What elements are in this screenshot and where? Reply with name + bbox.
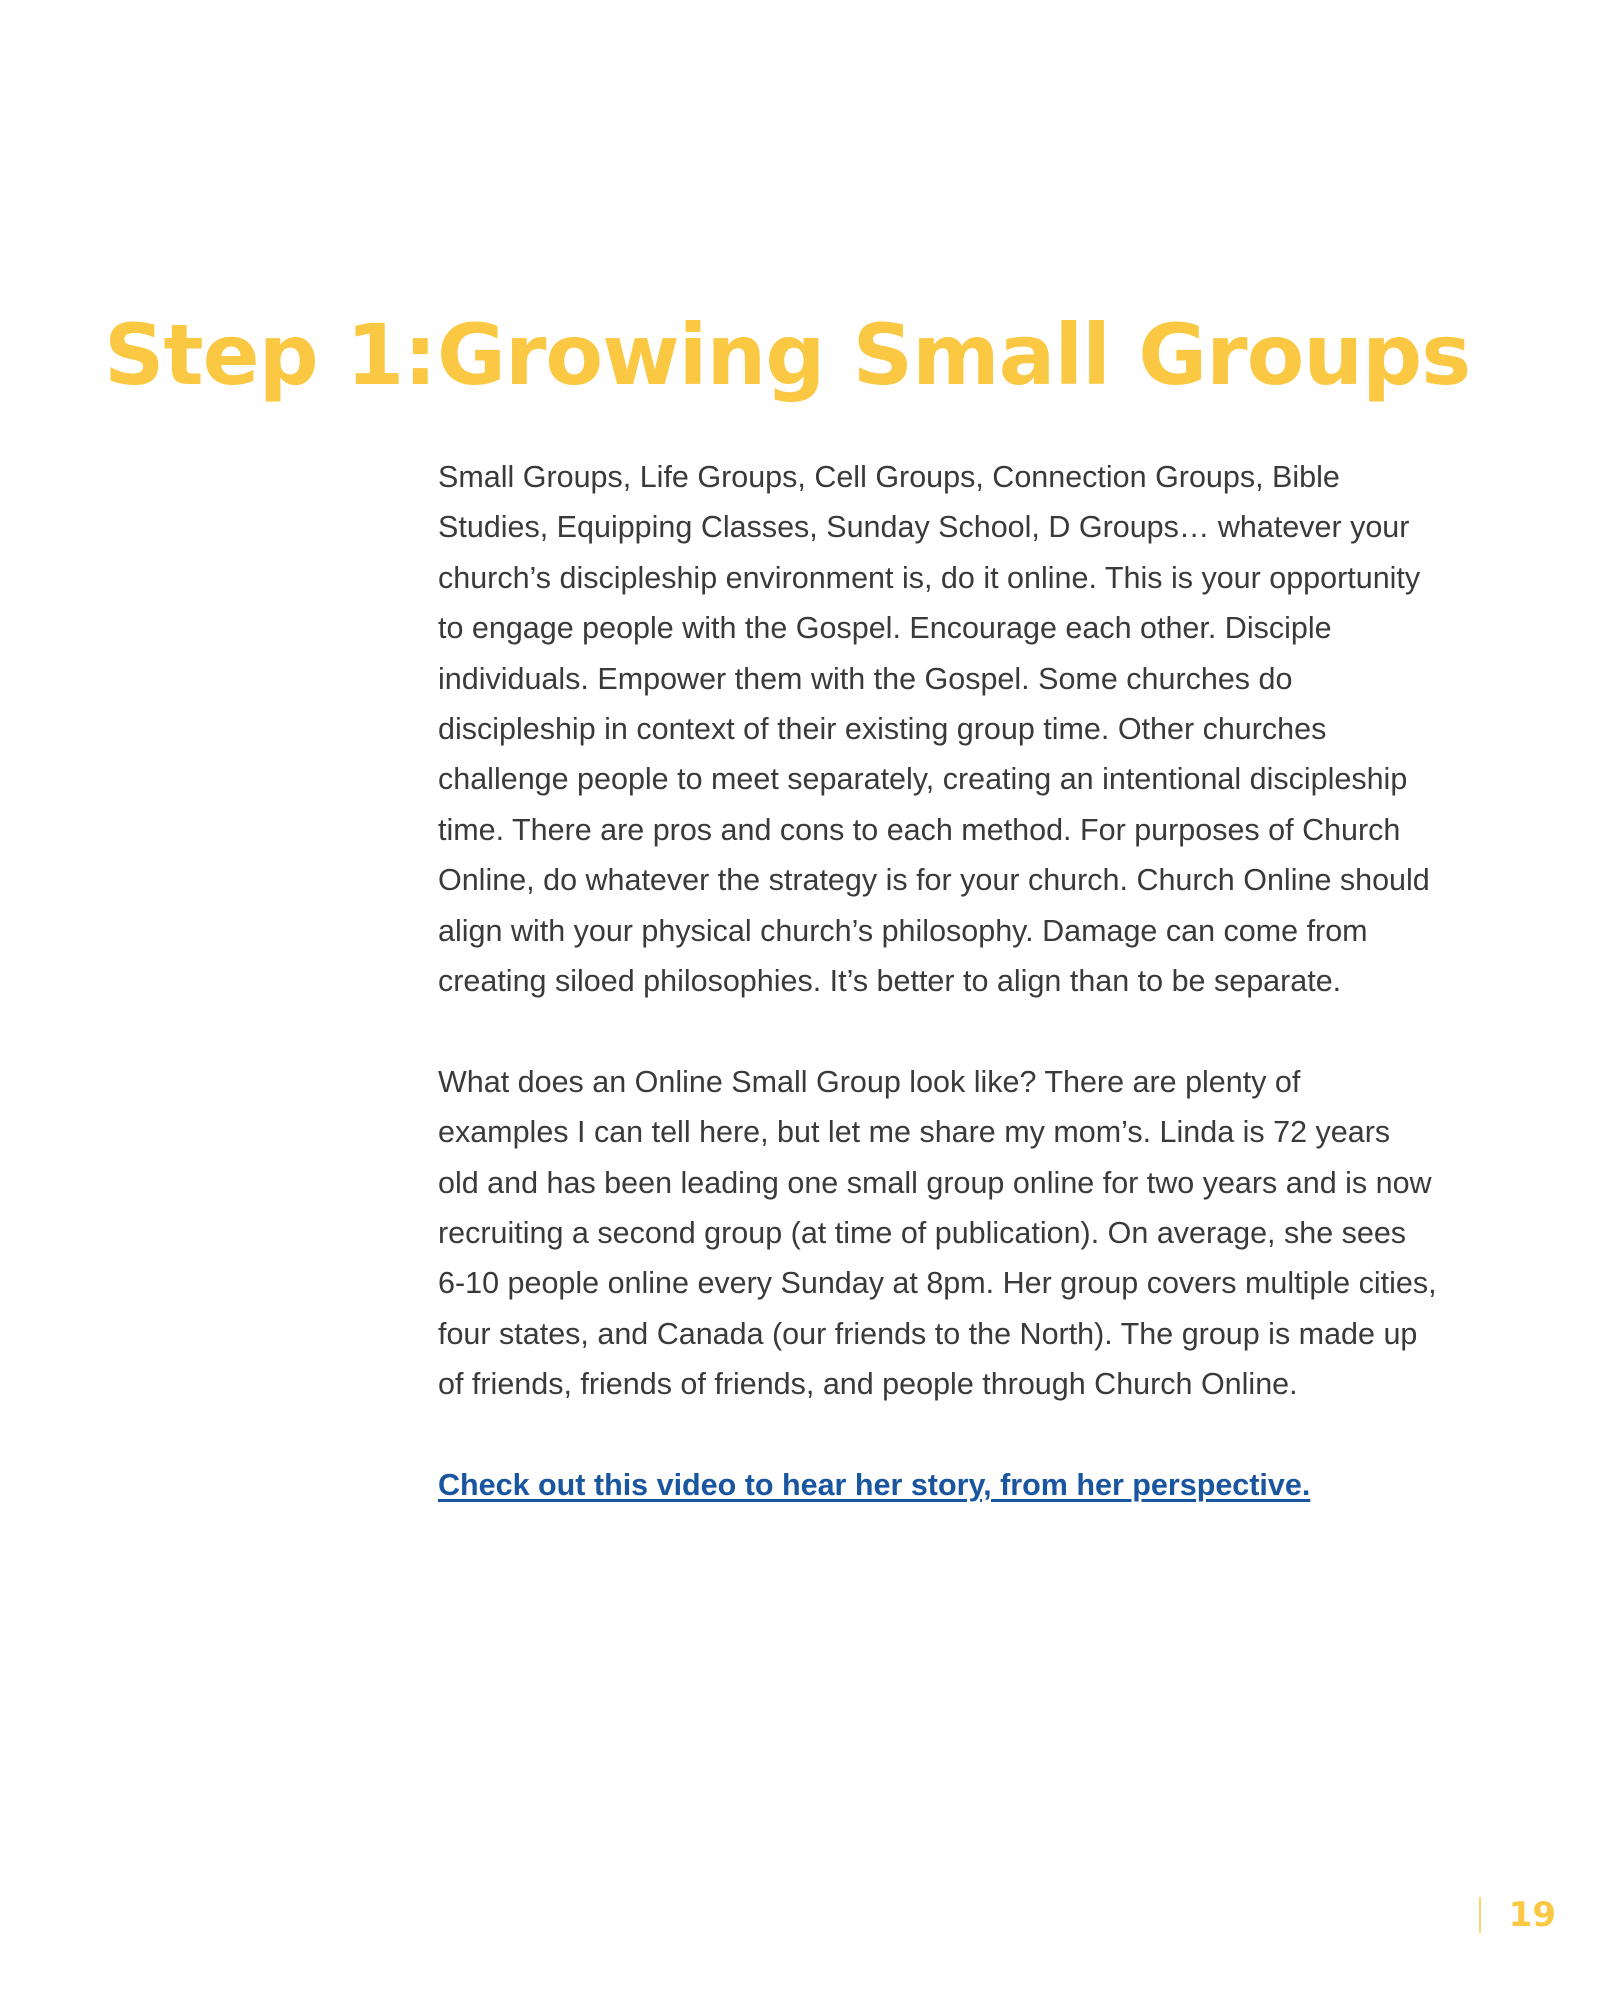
page-heading <box>104 300 1524 410</box>
page-footer <box>1479 1885 1556 1945</box>
paragraph-intro-first: Small Groups, Life Groups, Cell Groups, Connection Groups, Bible Studies, Equipping Classes, Sunday School, D Groups… whatever your church’s discipleship environment is, do it online. This is your opportunity to engage people with the Gospel. Encourage each other. Disciple individuals. Empower them with the Gospel. <box>438 460 1421 696</box>
page-number: 19 <box>1508 1895 1556 1935</box>
paragraph-example: What does an Online Small Group look like? There are plenty of examples I can tell here, but let me share my mom’s. Linda is 72 years old and has been leading one small group online for two years and is now recruiting a second group (at time of publication). On average, she sees 6-10 people online every Sunday at 8pm. Her group covers multiple cities, four states, and Canada (our friends to the North). The group is made up of friends, friends of friends, and people through Church Online. <box>438 1064 1437 1402</box>
video-link[interactable]: Check out this video to hear her story, from her perspective. <box>438 1468 1311 1503</box>
folio-divider <box>1479 1897 1481 1933</box>
body-text <box>438 452 1438 1511</box>
paragraph-intro-second: Some churches do discipleship in context of their existing group time. Other churches challenge people to meet separately, creating an intentional discipleship time. There are pros and cons to each method. For purposes of Church Online, do whatever the strategy is for your church. Church Online should align with your physical church’s philosophy. Damage can come from creating siloed philosophies. It’s better to align than to be separate. <box>438 661 1430 999</box>
video-link-paragraph <box>438 1460 1438 1510</box>
section-title: Growing Small Groups <box>437 306 1471 404</box>
paragraph-intro <box>438 452 1438 1006</box>
step-label: Step 1: <box>104 306 437 404</box>
